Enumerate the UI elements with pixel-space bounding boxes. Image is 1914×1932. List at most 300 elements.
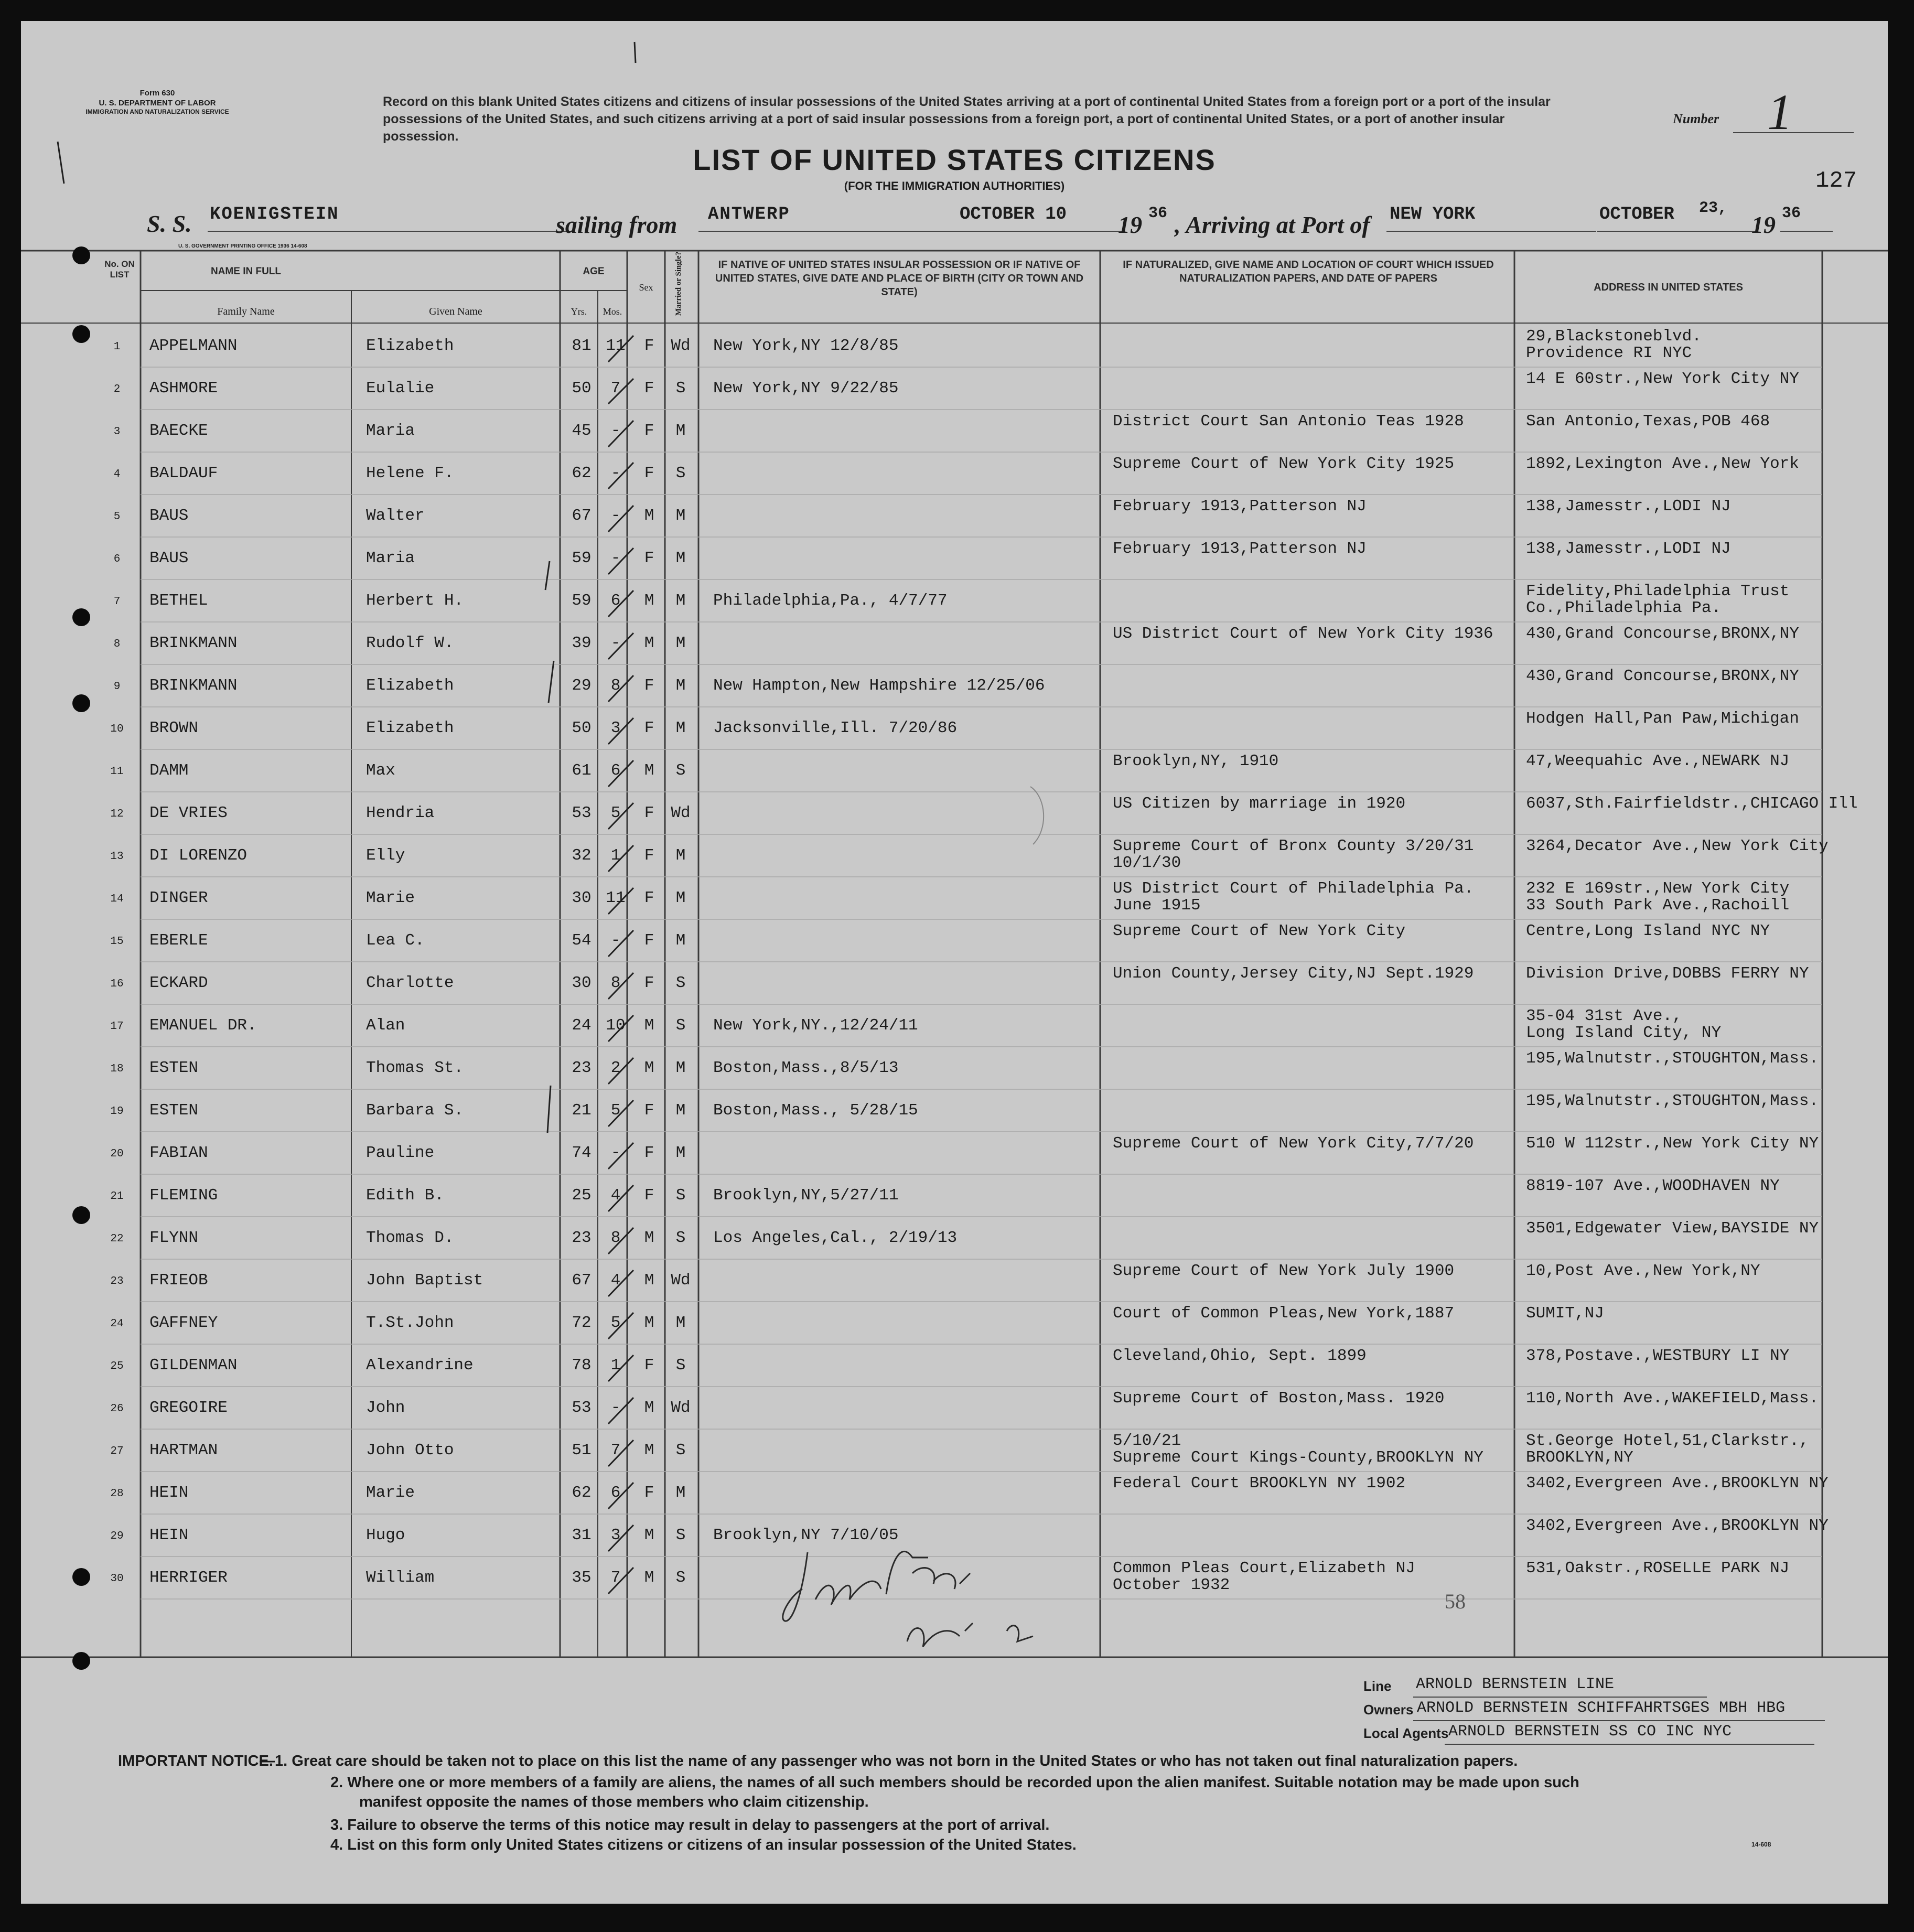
age-months: 4 (610, 1186, 621, 1205)
us-address: 3402,Evergreen Ave.,BROOKLYN NY (1526, 1517, 1829, 1535)
arrival-year-prefix: 19 (1751, 211, 1776, 238)
naturalization-court: February 1913,Patterson NJ (1113, 497, 1367, 516)
age-years: 30 (572, 889, 592, 907)
age-months: 3 (610, 1526, 621, 1544)
family-name: BRINKMANN (149, 677, 238, 695)
marital-status: M (675, 507, 686, 525)
naturalization-court: Federal Court BROOKLYN NY 1902 (1113, 1474, 1406, 1493)
service: IMMIGRATION AND NATURALIZATION SERVICE (85, 108, 229, 115)
table-row (21, 1089, 1888, 1131)
table-row (21, 409, 1888, 451)
us-address: 110,North Ave.,WAKEFIELD,Mass. (1526, 1389, 1819, 1408)
sex: F (644, 889, 654, 907)
given-name: John (366, 1399, 405, 1417)
family-name: HARTMAN (149, 1441, 218, 1459)
age-years: 72 (572, 1314, 592, 1332)
naturalization-court: US District Court of Philadelphia Pa. June 1915 (1113, 879, 1474, 915)
arrival-year-suffix: 36 (1782, 205, 1801, 222)
notice-1: —1. Great care should be taken not to place on this list the name of any passenger who was not born in the United States or who has not taken out final naturalization papers. (260, 1753, 1518, 1769)
row-number: 15 (110, 936, 124, 948)
age-years: 32 (572, 846, 592, 865)
row-number: 18 (110, 1063, 124, 1075)
sex: F (644, 846, 654, 865)
age-years: 67 (572, 1271, 592, 1290)
departure-year-suffix: 36 (1148, 205, 1168, 222)
naturalization-court: Supreme Court of New York July 1900 (1113, 1262, 1455, 1280)
row-number: 14 (110, 893, 124, 905)
row-number: 16 (110, 978, 124, 990)
sex: F (644, 719, 654, 737)
table-row (21, 876, 1888, 918)
sex: M (644, 1526, 654, 1544)
sex: F (644, 379, 654, 398)
row-number: 3 (113, 426, 121, 438)
page-title: LIST OF UNITED STATES CITIZENS (693, 143, 1216, 176)
sex: F (644, 1101, 654, 1120)
us-address: Hodgen Hall,Pan Paw,Michigan (1526, 710, 1799, 728)
age-years: 51 (572, 1441, 592, 1459)
given-name: Charlotte (366, 974, 454, 992)
us-address: 35-04 31st Ave., Long Island City, NY (1526, 1007, 1722, 1042)
table-row (21, 494, 1888, 536)
given-name: Edith B. (366, 1186, 444, 1205)
age-years: 23 (572, 1229, 592, 1247)
given-name: Thomas St. (366, 1059, 464, 1077)
table-row (21, 1471, 1888, 1513)
marital-status: M (675, 677, 686, 695)
given-name: Lea C. (366, 931, 425, 950)
sex: F (644, 677, 654, 695)
table-row (21, 367, 1888, 409)
naturalization-court: 5/10/21 Supreme Court Kings-County,BROOKLYN NY (1113, 1432, 1483, 1467)
us-address: 3264,Decator Ave.,New York City (1526, 837, 1829, 855)
page-number: 127 (1815, 168, 1857, 194)
us-address: 195,Walnutstr.,STOUGHTON,Mass. (1526, 1092, 1819, 1110)
marital-status: M (675, 1144, 686, 1162)
naturalization-court: US Citizen by marriage in 1920 (1113, 795, 1406, 813)
age-years: 50 (572, 379, 592, 398)
marital-status: S (675, 1569, 686, 1587)
family-name: EBERLE (149, 931, 208, 950)
marital-status: S (675, 1441, 686, 1459)
table-row (21, 452, 1888, 493)
birth-place-date: Boston,Mass.,8/5/13 (713, 1059, 899, 1077)
marital-status: S (675, 761, 686, 780)
row-number: 28 (110, 1488, 124, 1500)
sex: M (644, 507, 654, 525)
age-years: 62 (572, 464, 592, 482)
given-name: Marie (366, 1484, 415, 1502)
marital-status: Wd (671, 337, 691, 355)
birth-place-date: Brooklyn,NY,5/27/11 (713, 1186, 899, 1205)
marital-status: M (675, 846, 686, 865)
naturalization-court: Supreme Court of New York City,7/7/20 (1113, 1134, 1474, 1153)
age-years: 54 (572, 931, 592, 950)
family-name: BROWN (149, 719, 199, 737)
age-months: 6 (610, 1484, 621, 1502)
marital-status: M (675, 931, 686, 950)
naturalization-court: Union County,Jersey City,NJ Sept.1929 (1113, 964, 1474, 983)
row-number: 25 (110, 1360, 124, 1372)
list-number: 1 (1767, 84, 1792, 140)
age-years: 45 (572, 422, 592, 440)
naturalization-court: District Court San Antonio Teas 1928 (1113, 412, 1464, 431)
given-name: Alan (366, 1016, 405, 1035)
binder-hole (72, 1206, 90, 1224)
sex: M (644, 592, 654, 610)
department: U. S. DEPARTMENT OF LABOR (99, 99, 216, 108)
age-years: 25 (572, 1186, 592, 1205)
binder-hole (72, 608, 90, 626)
given-name: Rudolf W. (366, 634, 454, 652)
age-years: 67 (572, 507, 592, 525)
sex: M (644, 634, 654, 652)
table-row (21, 1429, 1888, 1471)
table-row (21, 324, 1888, 366)
table-row (21, 1174, 1888, 1216)
marital-status: M (675, 549, 686, 567)
family-name: FABIAN (149, 1144, 208, 1162)
age-years: 21 (572, 1101, 592, 1120)
age-years: 53 (572, 1399, 592, 1417)
given-name: Herbert H. (366, 592, 464, 610)
marital-status: M (675, 719, 686, 737)
row-number: 20 (110, 1148, 124, 1160)
family-name: BAUS (149, 549, 189, 567)
sex: M (644, 1314, 654, 1332)
given-name: T.St.John (366, 1314, 454, 1332)
us-address: 3402,Evergreen Ave.,BROOKLYN NY (1526, 1474, 1829, 1493)
naturalization-court: Court of Common Pleas,New York,1887 (1113, 1304, 1455, 1323)
notice-4: 4. List on this form only United States citizens or citizens of an insular possession of the United States. (330, 1837, 1077, 1853)
age-years: 35 (572, 1569, 592, 1587)
family-name: BAECKE (149, 422, 208, 440)
sex: F (644, 974, 654, 992)
age-years: 29 (572, 677, 592, 695)
age-months: - (610, 1399, 621, 1417)
sex: F (644, 337, 654, 355)
naturalization-court: Supreme Court of Bronx County 3/20/31 10/1/30 (1113, 837, 1474, 872)
age-years: 78 (572, 1356, 592, 1375)
age-months: 5 (610, 1101, 621, 1120)
printing-office-note: U. S. GOVERNMENT PRINTING OFFICE 1936 14-608 (178, 243, 307, 249)
marital-status: M (675, 889, 686, 907)
header-naturalized: IF NATURALIZED, GIVE NAME AND LOCATION OF COURT WHICH ISSUED NATURALIZATION PAPERS, AND DATE OF PAPERS (1123, 259, 1494, 284)
table-row (21, 1004, 1888, 1046)
sex: F (644, 422, 654, 440)
age-months: 5 (610, 1314, 621, 1332)
naturalization-court: Cleveland,Ohio, Sept. 1899 (1113, 1347, 1367, 1365)
age-years: 23 (572, 1059, 592, 1077)
table-row (21, 919, 1888, 961)
binder-hole (72, 246, 90, 264)
us-address: 430,Grand Concourse,BRONX,NY (1526, 667, 1799, 685)
age-months: 8 (610, 974, 621, 992)
family-name: HERRIGER (149, 1569, 228, 1587)
us-address: 47,Weequahic Ave.,NEWARK NJ (1526, 752, 1790, 770)
family-name: BAUS (149, 507, 189, 525)
table-row (21, 621, 1888, 663)
birth-place-date: New York,NY.,12/24/11 (713, 1016, 918, 1035)
sex: M (644, 1016, 654, 1035)
naturalization-court: Supreme Court of New York City (1113, 922, 1406, 940)
sex: M (644, 1229, 654, 1247)
binder-hole (72, 694, 90, 712)
row-number: 23 (110, 1275, 124, 1287)
row-number: 1 (113, 341, 121, 353)
family-name: DE VRIES (149, 804, 228, 822)
us-address: 232 E 169str.,New York City 33 South Park Ave.,Rachoill (1526, 879, 1790, 915)
arrival-date: OCTOBER (1599, 205, 1674, 224)
age-months: 10 (606, 1016, 626, 1035)
binder-hole (72, 1652, 90, 1670)
arrival-day: 23, (1699, 199, 1728, 217)
header-name-in-full: NAME IN FULL (210, 266, 282, 277)
age-years: 81 (572, 337, 592, 355)
row-number: 6 (113, 553, 121, 565)
row-number: 2 (113, 383, 121, 395)
row-number: 13 (110, 851, 124, 863)
age-months: 7 (610, 1441, 621, 1459)
table-row (21, 791, 1888, 833)
header-yrs: Yrs. (571, 306, 587, 317)
family-name: APPELMANN (149, 337, 238, 355)
table-row (21, 834, 1888, 876)
family-name: ECKARD (149, 974, 208, 992)
age-months: 5 (610, 804, 621, 822)
binder-hole (72, 1568, 90, 1586)
age-years: 61 (572, 761, 592, 780)
given-name: Maria (366, 549, 415, 567)
row-number: 12 (110, 808, 124, 820)
age-months: - (610, 507, 621, 525)
table-row (21, 1556, 1888, 1598)
sex: F (644, 804, 654, 822)
marital-status: M (675, 1059, 686, 1077)
given-name: Helene F. (366, 464, 454, 482)
table-row (21, 664, 1888, 706)
naturalization-court: Common Pleas Court,Elizabeth NJ October 1932 (1113, 1559, 1415, 1594)
row-number: 4 (113, 468, 121, 480)
arriving-label: , Arriving at Port of (1175, 211, 1370, 238)
family-name: ASHMORE (149, 379, 218, 398)
us-address: 10,Post Ave.,New York,NY (1526, 1262, 1760, 1280)
age-months: - (610, 1144, 621, 1162)
marital-status: M (675, 422, 686, 440)
family-name: FLEMING (149, 1186, 218, 1205)
age-months: 1 (610, 1356, 621, 1375)
age-months: - (610, 634, 621, 652)
row-number: 5 (113, 511, 121, 523)
header-sex: Sex (639, 282, 653, 293)
family-name: GREGOIRE (149, 1399, 228, 1417)
owners-value: ARNOLD BERNSTEIN SCHIFFAHRTSGES MBH HBG (1417, 1699, 1786, 1717)
given-name: Barbara S. (366, 1101, 464, 1120)
marital-status: S (675, 974, 686, 992)
row-number: 8 (113, 638, 121, 650)
us-address: Fidelity,Philadelphia Trust Co.,Philadelphia Pa. (1526, 582, 1790, 617)
us-address: 195,Walnutstr.,STOUGHTON,Mass. (1526, 1049, 1819, 1068)
row-number: 10 (110, 723, 124, 735)
birth-place-date: Brooklyn,NY 7/10/05 (713, 1526, 899, 1544)
binder-hole (72, 325, 90, 343)
ss-label: S. S. (147, 210, 192, 237)
birth-place-date: Philadelphia,Pa., 4/7/77 (713, 592, 948, 610)
header-age: AGE (583, 266, 605, 277)
header-family-name: Family Name (217, 306, 275, 317)
family-name: GILDENMAN (149, 1356, 238, 1375)
age-months: 3 (610, 719, 621, 737)
naturalization-court: Supreme Court of New York City 1925 (1113, 455, 1455, 473)
marital-status: S (675, 1526, 686, 1544)
row-number: 29 (110, 1530, 124, 1542)
sex: M (644, 1441, 654, 1459)
us-address: 378,Postave.,WESTBURY LI NY (1526, 1347, 1790, 1365)
family-name: DINGER (149, 889, 208, 907)
owners-label: Owners (1363, 1702, 1414, 1718)
marital-status: Wd (671, 1399, 691, 1417)
age-months: 11 (606, 889, 626, 907)
age-years: 74 (572, 1144, 592, 1162)
age-years: 24 (572, 1016, 592, 1035)
sex: F (644, 1356, 654, 1375)
age-months: - (610, 931, 621, 950)
us-address: San Antonio,Texas,POB 468 (1526, 412, 1770, 431)
sailing-label: sailing from (556, 211, 678, 238)
family-name: ESTEN (149, 1101, 199, 1120)
table-row (21, 536, 1888, 578)
naturalization-court: Brooklyn,NY, 1910 (1113, 752, 1279, 770)
age-months: - (610, 422, 621, 440)
given-name: John Otto (366, 1441, 454, 1459)
row-number: 27 (110, 1445, 124, 1457)
family-name: FRIEOB (149, 1271, 208, 1290)
age-months: 7 (610, 379, 621, 398)
age-years: 59 (572, 592, 592, 610)
family-name: DI LORENZO (149, 846, 248, 865)
table-row (21, 749, 1888, 791)
given-name: Marie (366, 889, 415, 907)
departure-year-prefix: 19 (1118, 211, 1142, 238)
row-number: 7 (113, 596, 121, 608)
us-address: 531,Oakstr.,ROSELLE PARK NJ (1526, 1559, 1790, 1577)
form-number: Form 630 (139, 89, 175, 98)
marital-status: S (675, 1229, 686, 1247)
given-name: Hugo (366, 1526, 405, 1544)
age-months: 6 (610, 761, 621, 780)
departure-port: ANTWERP (708, 205, 790, 224)
us-address: 3501,Edgewater View,BAYSIDE NY (1526, 1219, 1819, 1238)
table-row (21, 1514, 1888, 1555)
age-years: 53 (572, 804, 592, 822)
sex: M (644, 1059, 654, 1077)
header-given-name: Given Name (429, 306, 482, 317)
age-months: 4 (610, 1271, 621, 1290)
age-years: 59 (572, 549, 592, 567)
table-row (21, 1344, 1888, 1386)
sex: M (644, 1271, 654, 1290)
marital-status: Wd (671, 1271, 691, 1290)
sex: M (644, 1569, 654, 1587)
family-name: GAFFNEY (149, 1314, 218, 1332)
us-address: 510 W 112str.,New York City NY (1526, 1134, 1819, 1153)
given-name: Max (366, 761, 395, 780)
age-years: 50 (572, 719, 592, 737)
given-name: Walter (366, 507, 425, 525)
row-number: 24 (110, 1318, 124, 1330)
notice-label: IMPORTANT NOTICE. (118, 1753, 273, 1769)
us-address: 138,Jamesstr.,LODI NJ (1526, 540, 1731, 558)
table-row (21, 1216, 1888, 1258)
marital-status: S (675, 1186, 686, 1205)
line-value: ARNOLD BERNSTEIN LINE (1416, 1676, 1615, 1693)
birth-place-date: New York,NY 12/8/85 (713, 337, 899, 355)
age-months: 1 (610, 846, 621, 865)
header-mos: Mos. (603, 306, 622, 317)
manifest-sheet (21, 21, 1888, 1904)
given-name: Pauline (366, 1144, 435, 1162)
marital-status: M (675, 1314, 686, 1332)
sex: F (644, 1144, 654, 1162)
age-months: - (610, 464, 621, 482)
marital-status: Wd (671, 804, 691, 822)
family-name: BETHEL (149, 592, 208, 610)
table-row (21, 1046, 1888, 1088)
age-years: 62 (572, 1484, 592, 1502)
notice-2b: manifest opposite the names of those members who claim citizenship. (359, 1794, 869, 1810)
header-native: IF NATIVE OF UNITED STATES INSULAR POSSESSION OR IF NATIVE OF UNITED STATES, GIVE DATE AND PLACE OF BIRTH (CITY OR TOWN AND STATE) (715, 259, 1084, 298)
marital-status: M (675, 1484, 686, 1502)
given-name: Eulalie (366, 379, 435, 398)
us-address: 29,Blackstoneblvd. Providence RI NYC (1526, 327, 1702, 362)
table-row (21, 1259, 1888, 1301)
row-number: 19 (110, 1105, 124, 1118)
marital-status: S (675, 464, 686, 482)
us-address: SUMIT,NJ (1526, 1304, 1604, 1323)
us-address: 430,Grand Concourse,BRONX,NY (1526, 625, 1799, 643)
row-number: 9 (113, 681, 121, 693)
us-address: 14 E 60str.,New York City NY (1526, 370, 1799, 388)
naturalization-court: Supreme Court of Boston,Mass. 1920 (1113, 1389, 1445, 1408)
birth-place-date: Los Angeles,Cal., 2/19/13 (713, 1229, 958, 1247)
departure-date: OCTOBER 10 (960, 205, 1067, 224)
age-years: 31 (572, 1526, 592, 1544)
age-months: 6 (610, 592, 621, 610)
sex: M (644, 1399, 654, 1417)
agents-value: ARNOLD BERNSTEIN SS CO INC NYC (1448, 1723, 1732, 1741)
row-number: 11 (110, 766, 124, 778)
age-months: 8 (610, 1229, 621, 1247)
form-instructions: Record on this blank United States citizens and citizens of insular possessions of the United States arriving at a port of continental United States from a foreign port or a port of the insular possessions of the United States, and such citizens arriving at a port of said insular possessions from a foreign port, a port of continental United States, or a port of another insular possession. (383, 94, 1551, 144)
marital-status: M (675, 634, 686, 652)
family-name: HEIN (149, 1484, 189, 1502)
arrival-port: NEW YORK (1390, 205, 1476, 224)
header-married: Married or Single? (674, 251, 683, 316)
family-name: FLYNN (149, 1229, 199, 1247)
us-address: 8819-107 Ave.,WOODHAVEN NY (1526, 1177, 1780, 1195)
marital-status: M (675, 592, 686, 610)
table-row (21, 706, 1888, 748)
given-name: Elizabeth (366, 719, 454, 737)
birth-place-date: New York,NY 9/22/85 (713, 379, 899, 398)
row-number: 30 (110, 1573, 124, 1585)
line-label: Line (1363, 1678, 1392, 1694)
age-months: 2 (610, 1059, 621, 1077)
family-name: HEIN (149, 1526, 189, 1544)
agents-label: Local Agents (1363, 1725, 1449, 1741)
us-address: 1892,Lexington Ave.,New York (1526, 455, 1799, 473)
page-subtitle: (FOR THE IMMIGRATION AUTHORITIES) (844, 179, 1065, 192)
